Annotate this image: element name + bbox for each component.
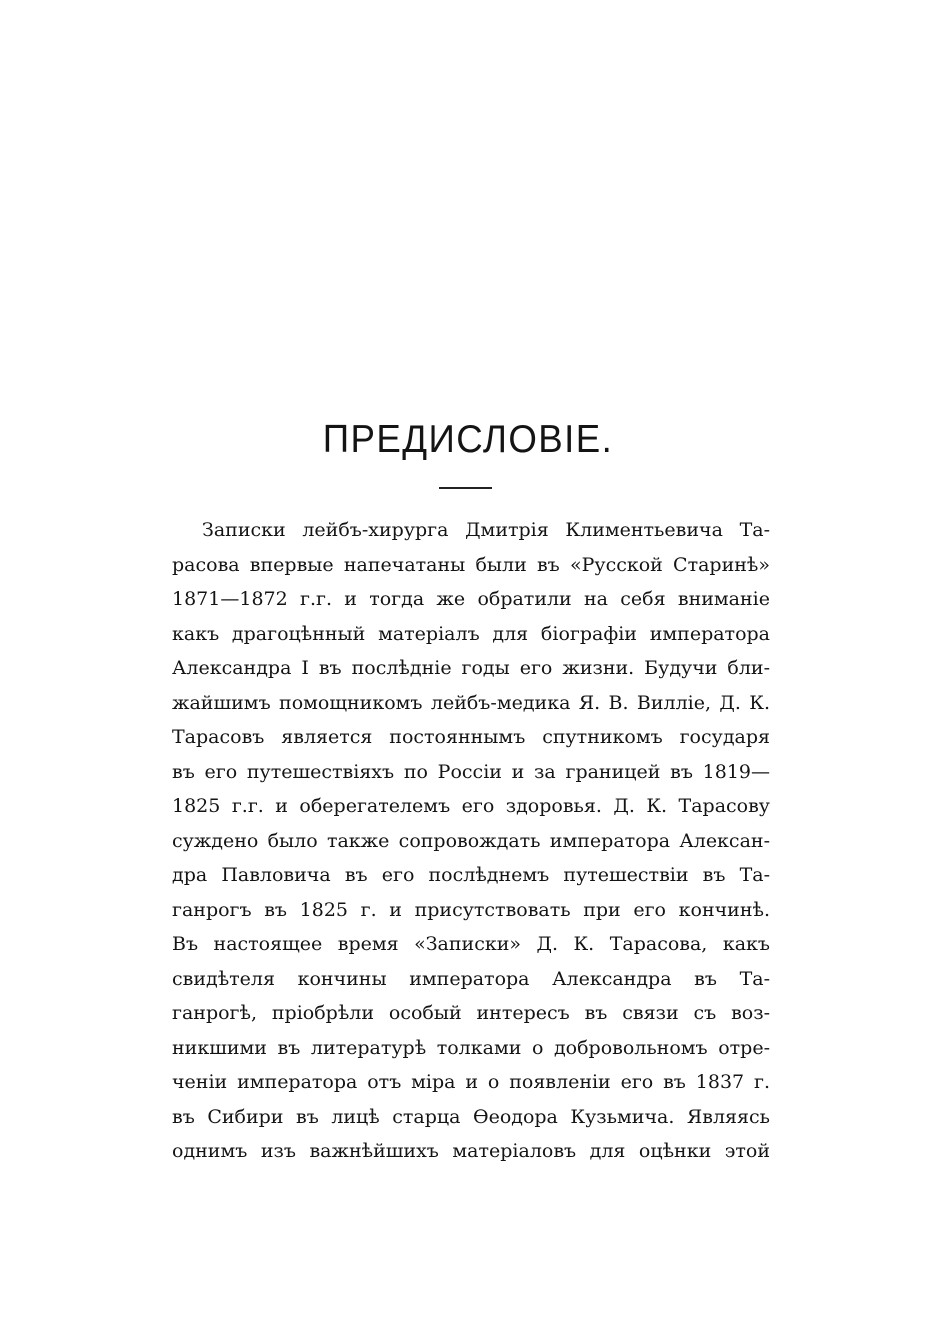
text-line: Записки лейбъ-хирурга Дмитрія Климентьевича Та- [202,519,770,541]
text-line: Тарасовъ является постояннымъ спутникомъ государя [172,726,770,748]
text-line: свидѣтеля кончины императора Александра въ Та- [172,967,770,990]
title-divider [439,487,492,489]
text-line: суждено было также сопровождать императора Алексан- [172,829,770,852]
text-line: расова впервые напечатаны были въ «Русской Старинѣ» [172,553,770,576]
text-line: Въ настоящее время «Записки» Д. К. Тарасова, какъ [172,933,770,955]
text-line: ганрогъ въ 1825 г. и присутствовать при его кончинѣ. [172,898,770,921]
text-line: въ его путешествіяхъ по Россіи и за границей въ 1819— [172,760,770,783]
text-line: 1871—1872 г.г. и тогда же обратили на себя вниманіе [172,588,770,610]
text-line: 1825 г.г. и оберегателемъ его здоровья. Д. К. Тарасову [172,795,770,817]
text-line: какъ драгоцѣнный матеріалъ для біографіи императора [172,622,770,645]
text-line: ганрогѣ, пріобрѣли особый интересъ въ связи съ воз- [172,1002,770,1024]
page-title: ПРЕДИСЛОВІЕ. [322,418,614,461]
text-line: ченіи императора отъ міра и о появленіи его въ 1837 г. [172,1071,770,1093]
text-line: жайшимъ помощникомъ лейбъ-медика Я. В. Вилліе, Д. К. [172,691,770,714]
text-line: однимъ изъ важнѣйшихъ матеріаловъ для оцѣнки этой [172,1140,770,1162]
text-line: Александра I въ послѣдніе годы его жизни. Будучи бли- [172,657,770,679]
text-line: въ Сибири въ лицѣ старца Ѳеодора Кузьмича. Являясь [172,1105,770,1128]
preface-text [172,513,770,1169]
text-line: дра Павловича въ его послѣднемъ путешествіи въ Та- [172,864,770,886]
text-line: никшими въ литературѣ толками о добровольномъ отре- [172,1036,770,1059]
